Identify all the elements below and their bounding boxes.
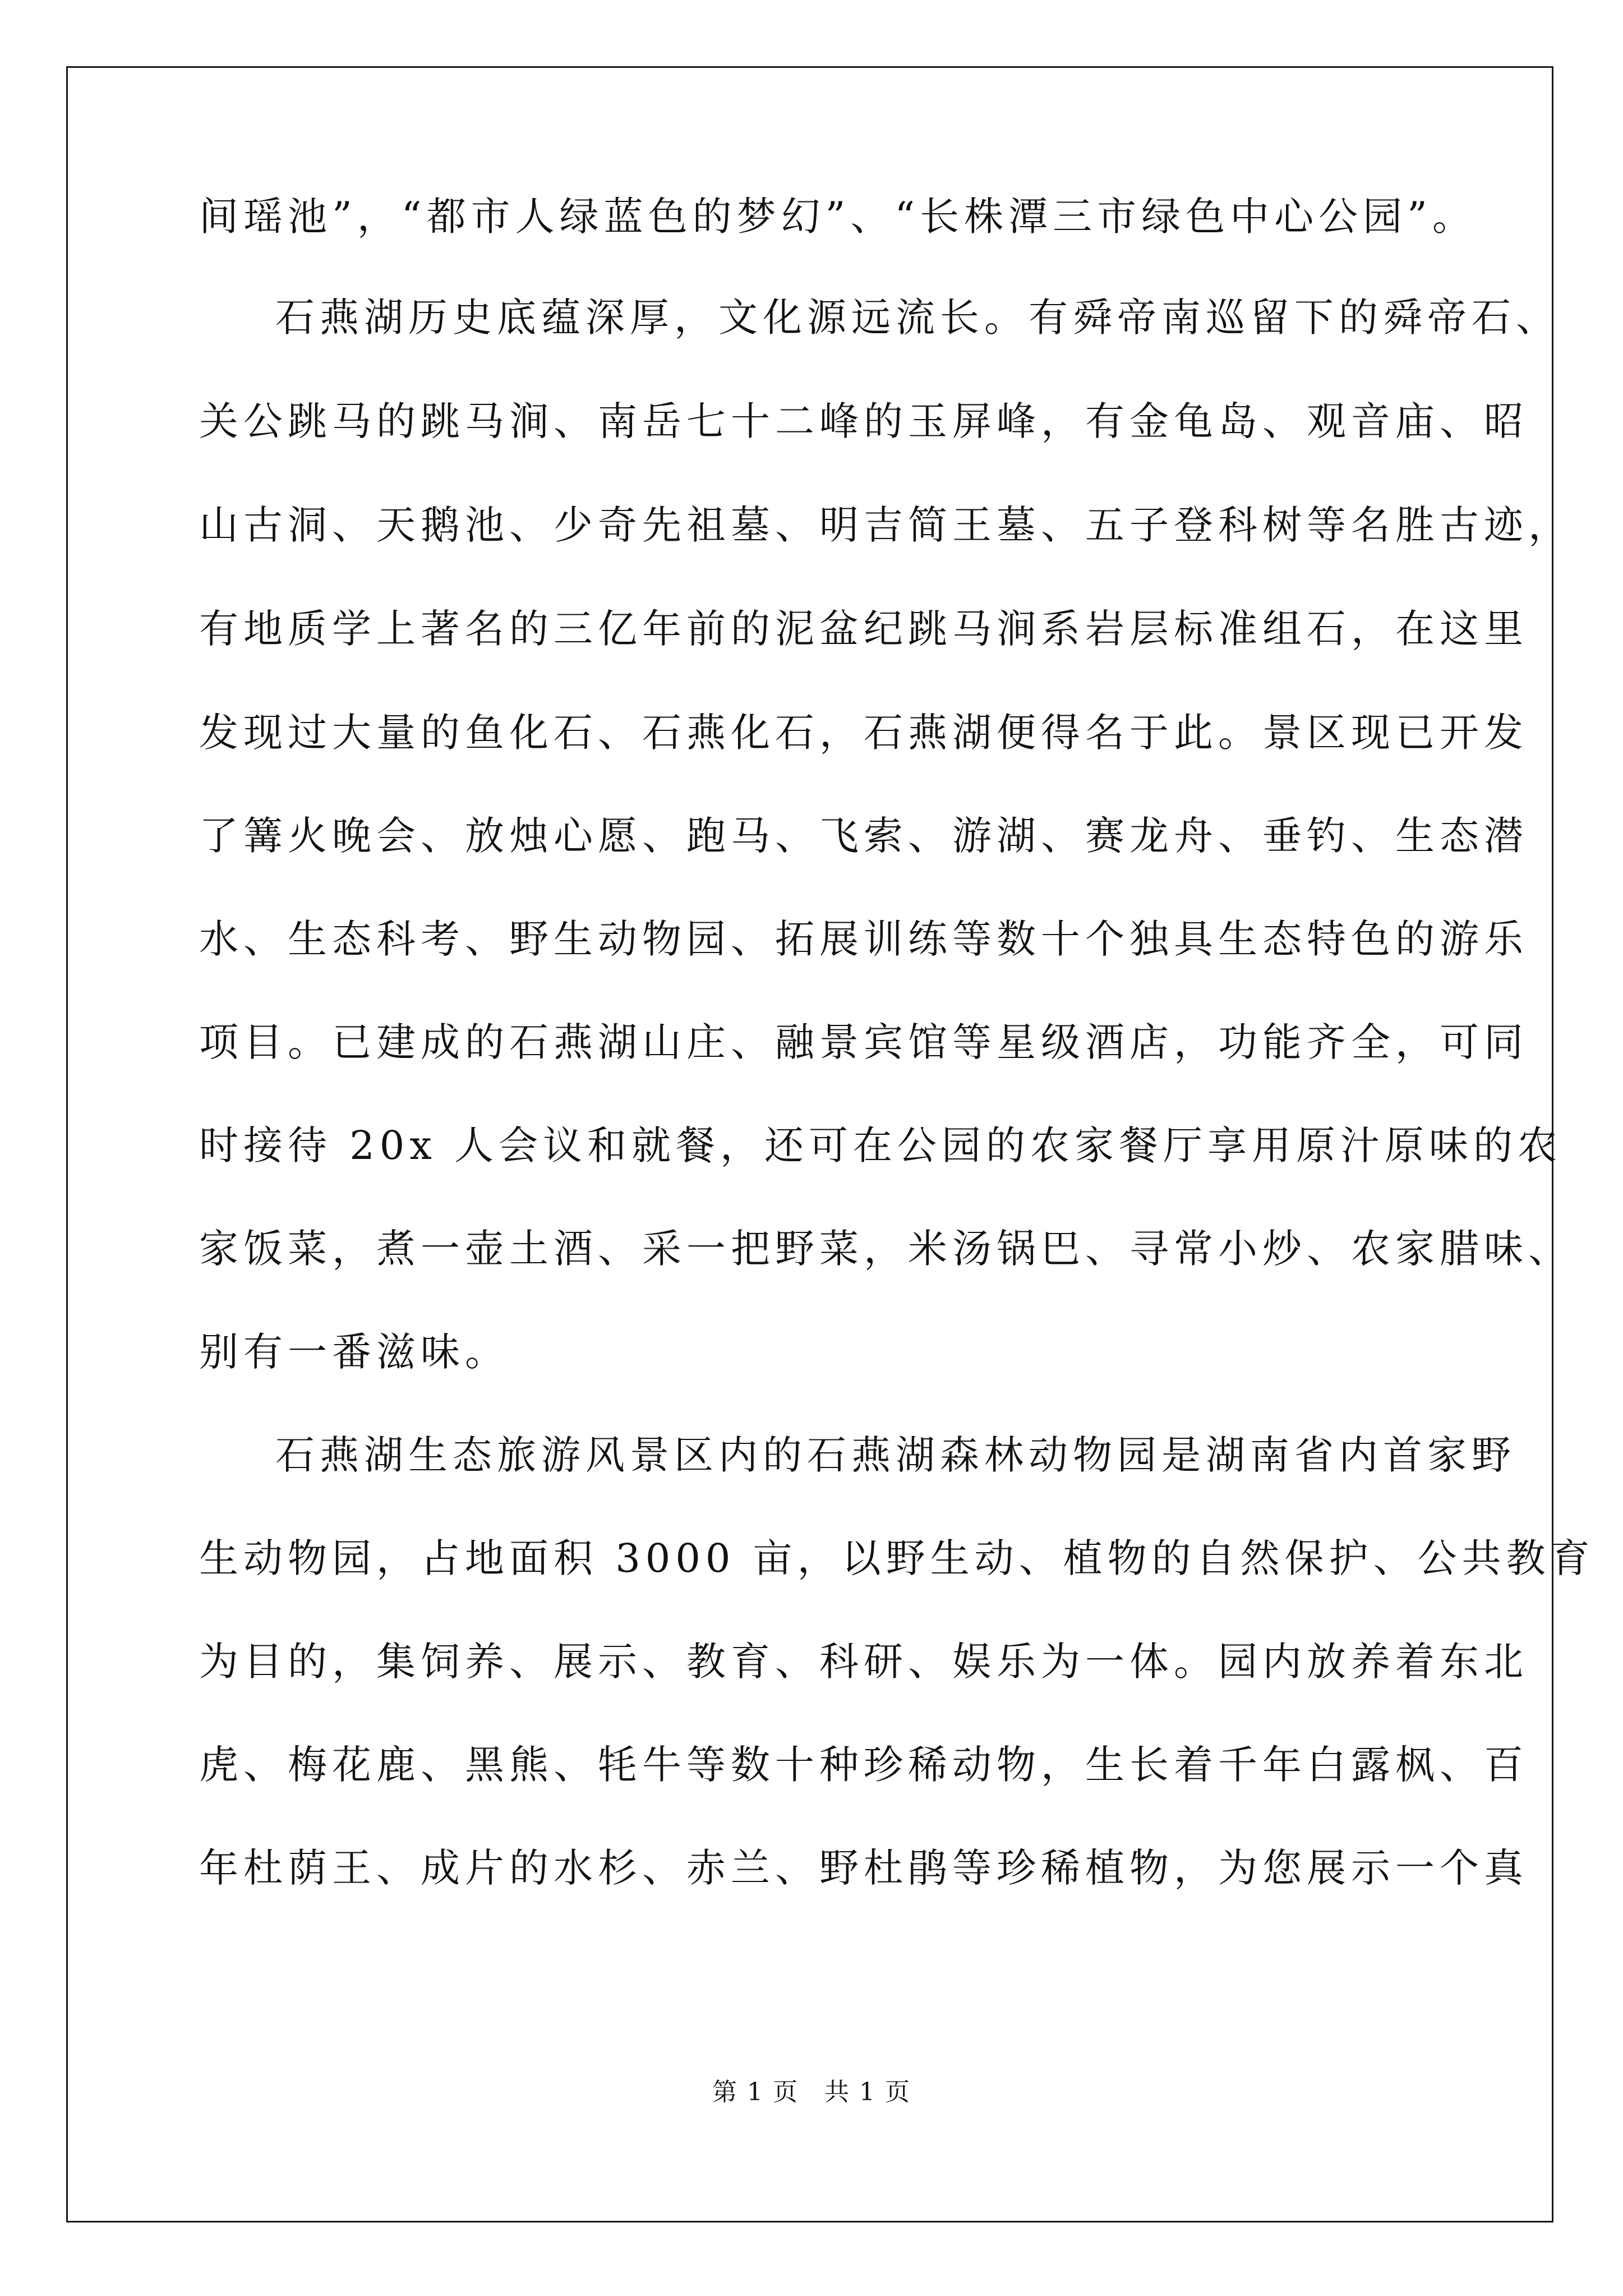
text-line: 别有一番滋味。: [199, 1329, 509, 1375]
text-line: 生动物园，占地面积 3000 亩，以野生动、植物的自然保护、公共教育: [199, 1535, 1595, 1581]
text-line: 发现过大量的鱼化石、石燕化石，石燕湖便得名于此。景区现已开发: [199, 710, 1528, 756]
text-line: 项目。已建成的石燕湖山庄、融景宾馆等星级酒店，功能齐全，可同: [199, 1019, 1528, 1065]
text-line: 关公跳马的跳马涧、南岳七十二峰的玉屏峰，有金龟岛、观音庙、昭: [199, 398, 1528, 444]
text-line: 间瑶池”，“都市人绿蓝色的梦幻”、“长株潭三市绿色中心公园”。: [199, 194, 1477, 240]
text-line: 年杜荫王、成片的水杉、赤兰、野杜鹃等珍稀植物，为您展示一个真: [199, 1845, 1528, 1891]
text-line: 家饭菜，煮一壶土酒、采一把野菜，米汤锅巴、寻常小炒、农家腊味、: [199, 1226, 1573, 1272]
page-number-footer: 第 1 页 共 1 页: [712, 2078, 911, 2106]
text-line: 水、生态科考、野生动物园、拓展训练等数十个独具生态特色的游乐: [199, 916, 1528, 962]
text-line: 为目的，集饲养、展示、教育、科研、娱乐为一体。园内放养着东北: [199, 1639, 1528, 1685]
text-line: 虎、梅花鹿、黑熊、牦牛等数十种珍稀动物，生长着千年白露枫、百: [199, 1742, 1528, 1788]
text-line: 了篝火晚会、放烛心愿、跑马、飞索、游湖、赛龙舟、垂钓、生态潜: [199, 813, 1528, 859]
paragraph-first-line: 石燕湖历史底蕴深厚，文化源远流长。有舜帝南巡留下的舜帝石、: [275, 295, 1560, 341]
text-line: 时接待 20x 人会议和就餐，还可在公园的农家餐厅享用原汁原味的农: [199, 1122, 1562, 1168]
paragraph-first-line: 石燕湖生态旅游风景区内的石燕湖森林动物园是湖南省内首家野: [275, 1432, 1516, 1478]
text-line: 山古洞、天鹅池、少奇先祖墓、明吉简王墓、五子登科树等名胜古迹，: [199, 502, 1573, 548]
text-line: 有地质学上著名的三亿年前的泥盆纪跳马涧系岩层标准组石，在这里: [199, 606, 1528, 652]
